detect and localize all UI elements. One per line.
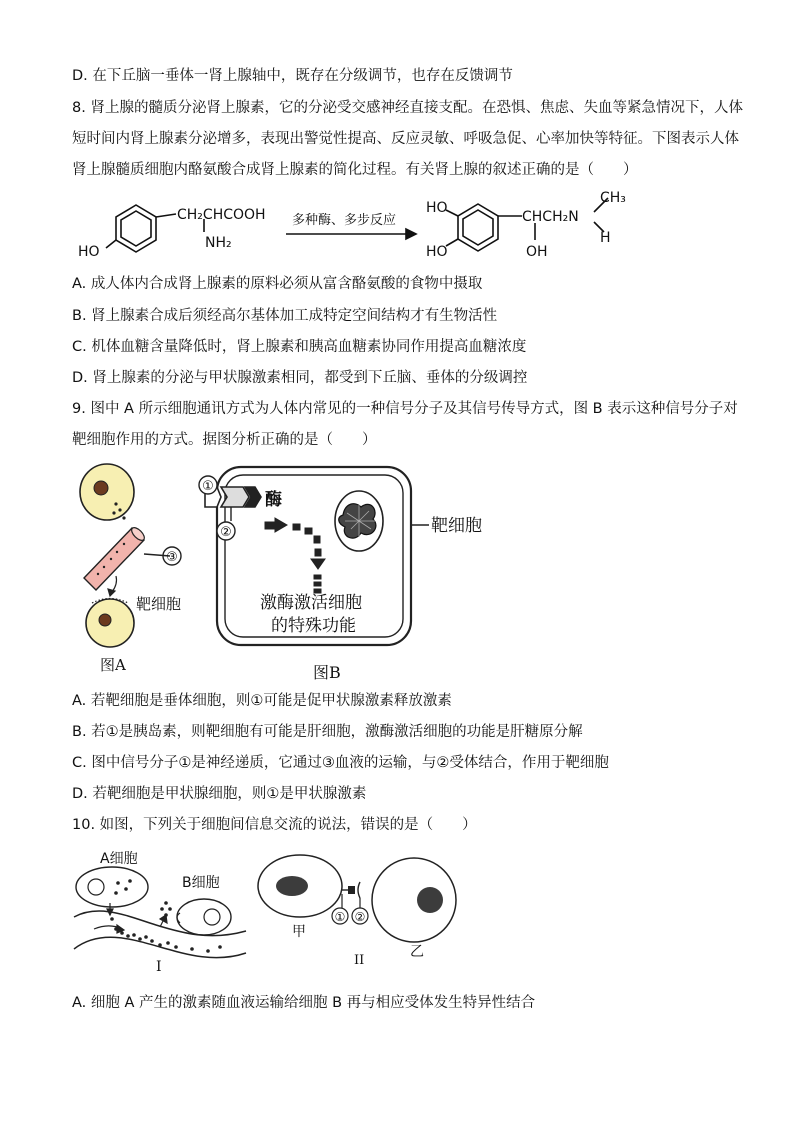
tyrosine-ho: HO xyxy=(78,244,100,260)
label-1-ii: ① xyxy=(334,910,346,924)
label-2-marker xyxy=(217,507,235,540)
q8-chemical-reaction-figure xyxy=(70,190,630,268)
q8-stem-line3: 肾上腺髓质细胞内酪氨酸合成肾上腺素的简化过程。有关肾上腺的叙述正确的是（ ） xyxy=(72,162,638,178)
epinephrine-ho-bottom: HO xyxy=(426,244,448,260)
enzyme-label: 酶 xyxy=(265,490,282,510)
q8-option-d: D. 肾上腺素的分泌与甲状腺激素相同，都受到下丘脑、垂体的分级调控 xyxy=(72,370,528,386)
tyrosine-nh2: NH₂ xyxy=(205,235,232,251)
kinase-text-line1: 激酶激活细胞 xyxy=(260,593,362,613)
receptor-arc xyxy=(358,882,360,898)
q8-option-c: C. 机体血糖含量降低时，肾上腺素和胰高血糖素协同作用提高血糖浓度 xyxy=(72,339,527,355)
q10-figure-ii xyxy=(250,850,470,975)
q8-stem-line1: 8. 肾上腺的髓质分泌肾上腺素，它的分泌受交感神经直接支配。在恐惧、焦虑、失血等紧急情况下，人体 xyxy=(72,100,743,116)
q7-option-d: D. 在下丘脑一垂体一肾上腺轴中，既存在分级调节，也存在反馈调节 xyxy=(72,68,513,84)
receptor-icon xyxy=(221,487,261,507)
label-1-marker-ii xyxy=(332,908,348,924)
cell-b-label: B细胞 xyxy=(182,875,220,891)
activation-arrow-icon xyxy=(265,518,325,593)
cell-jia-label: 甲 xyxy=(292,924,306,940)
cell-a-label: A细胞 xyxy=(100,851,138,867)
reaction-arrow-label: 多种酶、多步反应 xyxy=(292,213,397,228)
target-cell-a-label: 靶细胞 xyxy=(136,595,182,613)
epinephrine-ho-top: HO xyxy=(426,200,448,216)
nucleus-icon xyxy=(335,491,383,551)
q9-figure-b xyxy=(195,465,495,687)
cell-yi-label: 乙 xyxy=(410,944,424,960)
epinephrine-oh: OH xyxy=(526,244,548,260)
q10-figure-i xyxy=(70,845,250,980)
target-cell-a xyxy=(86,599,134,648)
blood-vessel xyxy=(84,526,146,590)
q8-stem-line2: 短时间内肾上腺素分泌增多，表现出警觉性提高、反应灵敏、呼吸急促、心率加快等特征。下图表示人体 xyxy=(72,131,739,147)
reaction-arrow-icon xyxy=(286,229,416,239)
figure-ii-caption: II xyxy=(354,953,365,968)
q9-option-c: C. 图中信号分子①是神经递质，它通过③血液的运输，与②受体结合，作用于靶细胞 xyxy=(72,755,609,771)
q9-stem-line1: 9. 图中 A 所示细胞通讯方式为人体内常见的一种信号分子及其信号传导方式，图 B 表示这种信号分子对 xyxy=(72,401,738,417)
cell-yi xyxy=(372,858,456,942)
label-3: ③ xyxy=(166,550,178,565)
cell-a xyxy=(76,867,148,907)
label-2-marker-ii xyxy=(352,908,368,924)
epinephrine-side-chain: CHCH₂N xyxy=(522,209,579,225)
figure-b-caption: 图B xyxy=(313,663,341,682)
secreting-cell xyxy=(80,464,134,520)
cell-b xyxy=(177,899,231,935)
kinase-text-line2: 的特殊功能 xyxy=(271,616,356,636)
label-1-marker xyxy=(199,476,217,494)
label-2-ii: ② xyxy=(354,910,366,924)
q8-option-b: B. 肾上腺素合成后须经高尔基体加工成特定空间结构才有生物活性 xyxy=(72,308,498,324)
q9-option-a: A. 若靶细胞是垂体细胞，则①可能是促甲状腺激素释放激素 xyxy=(72,693,452,709)
q9-stem-line2: 靶细胞作用的方式。据图分析正确的是（ ） xyxy=(72,432,377,448)
label-1: ① xyxy=(202,479,214,494)
figure-a-caption: 图A xyxy=(100,656,126,674)
diffusion-arrow-icon xyxy=(108,576,117,596)
target-cell-b-label: 靶细胞 xyxy=(431,516,482,536)
tyrosine-side-chain: CH₂CHCOOH xyxy=(177,207,266,223)
q8-option-a: A. 成人体内合成肾上腺素的原料必须从富含酪氨酸的食物中摄取 xyxy=(72,276,483,292)
epinephrine-h: H xyxy=(600,230,611,246)
label-2: ② xyxy=(220,525,232,540)
flow-arrow-icon xyxy=(94,903,167,933)
figure-i-caption: I xyxy=(156,959,162,975)
cell-jia xyxy=(258,855,342,917)
q9-option-d: D. 若靶细胞是甲状腺细胞，则①是甲状腺激素 xyxy=(72,786,367,802)
q9-figure-a xyxy=(70,460,200,680)
signal-molecule-square xyxy=(348,886,355,894)
epinephrine-ch3: CH₃ xyxy=(600,190,626,206)
q10-stem: 10. 如图，下列关于细胞间信息交流的说法，错误的是（ ） xyxy=(72,817,477,833)
q9-option-b: B. 若①是胰岛素，则靶细胞有可能是肝细胞，激酶激活细胞的功能是肝糖原分解 xyxy=(72,724,583,740)
q10-option-a: A. 细胞 A 产生的激素随血液运输给细胞 B 再与相应受体发生特异性结合 xyxy=(72,995,536,1011)
